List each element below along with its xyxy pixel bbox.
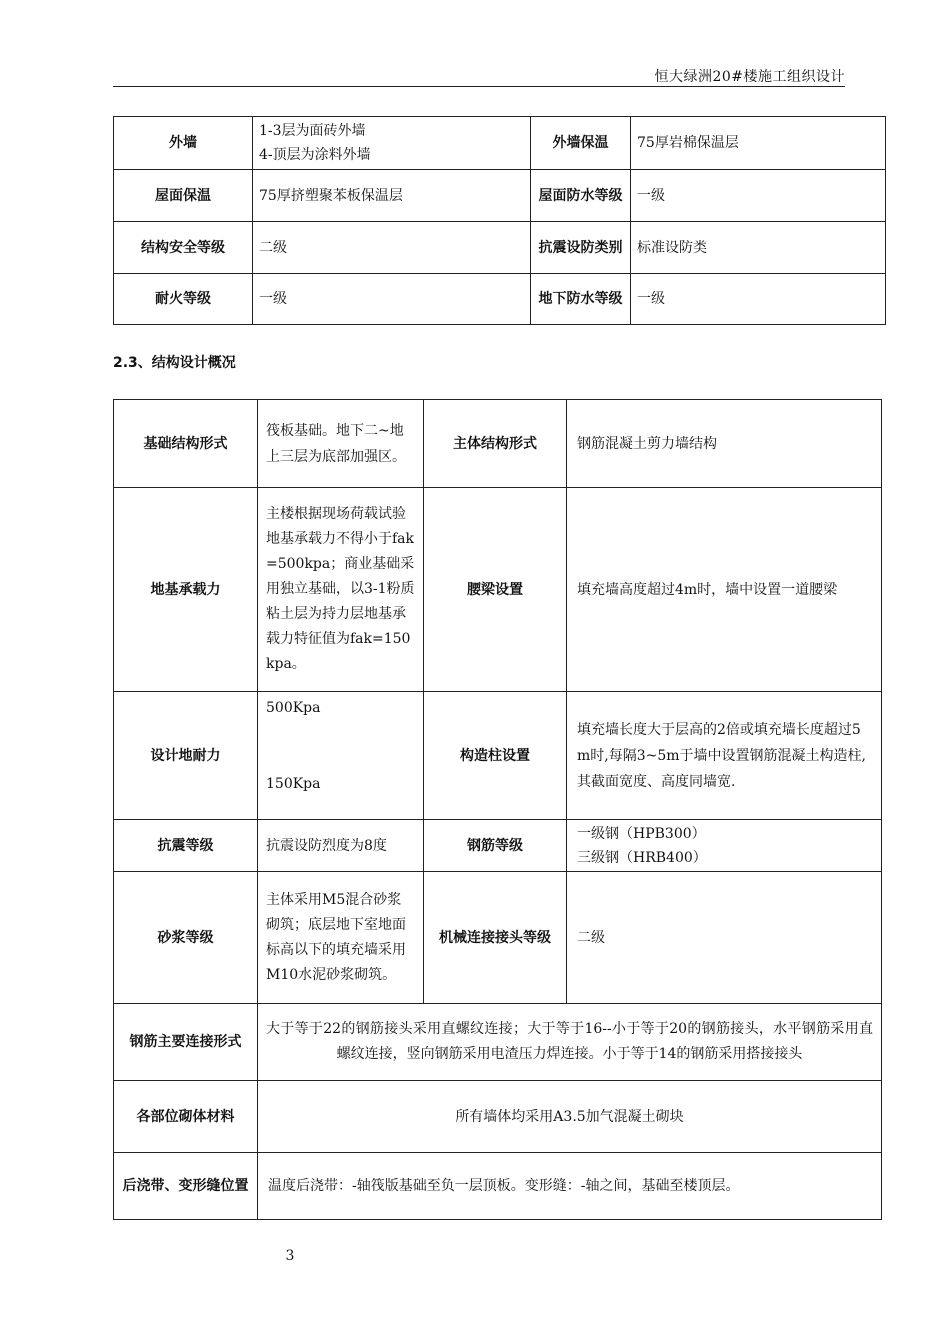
value-cell: 75厚岩棉保温层 <box>631 117 886 170</box>
value-line: 500Kpa <box>266 700 321 716</box>
label-cell: 结构安全等级 <box>114 222 253 274</box>
value-cell <box>567 692 882 820</box>
table-row <box>114 820 882 872</box>
value-cell: 一级 <box>631 274 886 325</box>
label-cell: 主体结构形式 <box>424 400 567 488</box>
value-cell: 二级 <box>253 222 531 274</box>
table-row <box>114 274 886 325</box>
label-cell: 耐火等级 <box>114 274 253 325</box>
label-cell: 机械连接接头等级 <box>424 872 567 1004</box>
label-cell: 屋面保温 <box>114 170 253 222</box>
value-line: 150Kpa <box>266 776 321 792</box>
table-row <box>114 1081 882 1153</box>
value-cell: 填充墙高度超过4m时，墙中设置一道腰梁 <box>567 488 882 692</box>
value-cell: 抗震设防烈度为8度 <box>258 820 424 872</box>
page-number: 3 <box>285 1248 295 1264</box>
table-row <box>114 170 886 222</box>
building-overview-table <box>113 116 886 325</box>
value-cell: 标准设防类 <box>631 222 886 274</box>
value-cell <box>258 488 424 692</box>
label-cell: 屋面防水等级 <box>531 170 631 222</box>
value-text: 筏板基础。地下二~地上三层为底部加强区。 <box>266 422 406 465</box>
table-row <box>114 872 882 1004</box>
value-cell <box>258 400 424 488</box>
label-cell: 外墙 <box>114 117 253 170</box>
value-cell <box>258 872 424 1004</box>
label-cell: 钢筋主要连接形式 <box>114 1004 258 1081</box>
value-cell: 温度后浇带：-轴筏版基础至负一层顶板。变形缝：-轴之间，基础至楼顶层。 <box>258 1153 882 1220</box>
value-text: 大于等于22的钢筋接头采用直螺纹连接；大于等于16--小于等于20的钢筋接头，水平钢筋采用直螺纹连接，竖向钢筋采用电渣压力焊连接。小于等于14的钢筋采用搭接接头 <box>266 1021 873 1062</box>
section-title: 2.3、结构设计概况 <box>113 355 236 371</box>
value-cell <box>258 692 424 820</box>
table-row <box>114 488 882 692</box>
value-cell <box>258 1004 882 1081</box>
value-line: 三级钢（HRB400） <box>577 849 707 866</box>
table-row <box>114 222 886 274</box>
label-cell: 砂浆等级 <box>114 872 258 1004</box>
value-cell: 一级 <box>253 274 531 325</box>
label-cell: 各部位砌体材料 <box>114 1081 258 1153</box>
label-cell: 设计地耐力 <box>114 692 258 820</box>
header-divider <box>113 86 845 87</box>
table-row <box>114 692 882 820</box>
value-text: 填充墙长度大于层高的2倍或填充墙长度超过5m时,每隔3~5m于墙中设置钢筋混凝土构造柱,其截面宽度、高度同墙宽. <box>577 721 866 790</box>
label-cell: 外墙保温 <box>531 117 631 170</box>
value-line: 一级钢（HPB300） <box>577 825 706 842</box>
value-line: 1-3层为面砖外墙 <box>259 123 366 139</box>
value-cell: 75厚挤塑聚苯板保温层 <box>253 170 531 222</box>
document-header-title: 恒大绿洲20#楼施工组织设计 <box>654 69 845 85</box>
label-cell: 腰梁设置 <box>424 488 567 692</box>
label-cell: 后浇带、变形缝位置 <box>114 1153 258 1220</box>
value-cell <box>253 117 531 170</box>
label-cell: 抗震设防类别 <box>531 222 631 274</box>
structure-design-table <box>113 399 882 1220</box>
label-cell: 抗震等级 <box>114 820 258 872</box>
value-cell: 钢筋混凝土剪力墙结构 <box>567 400 882 488</box>
table-row <box>114 117 886 170</box>
value-cell <box>567 820 882 872</box>
table-row <box>114 1004 882 1081</box>
label-cell: 钢筋等级 <box>424 820 567 872</box>
table-row <box>114 1153 882 1220</box>
value-cell: 二级 <box>567 872 882 1004</box>
value-cell: 所有墙体均采用A3.5加气混凝土砌块 <box>258 1081 882 1153</box>
value-line: 4-顶层为涂料外墙 <box>259 147 371 163</box>
label-cell: 基础结构形式 <box>114 400 258 488</box>
label-cell: 地下防水等级 <box>531 274 631 325</box>
label-cell: 构造柱设置 <box>424 692 567 820</box>
value-cell: 一级 <box>631 170 886 222</box>
label-cell: 地基承载力 <box>114 488 258 692</box>
value-text: 主楼根据现场荷载试验地基承载力不得小于fak=500kpa；商业基础采用独立基础，以3-1粉质粘土层为持力层地基承载力特征值为fak=150kpa。 <box>266 506 415 672</box>
value-text: 主体采用M5混合砂浆砌筑；底层地下室地面标高以下的填充墙采用M10水泥砂浆砌筑。 <box>266 891 406 983</box>
table-row <box>114 400 882 488</box>
